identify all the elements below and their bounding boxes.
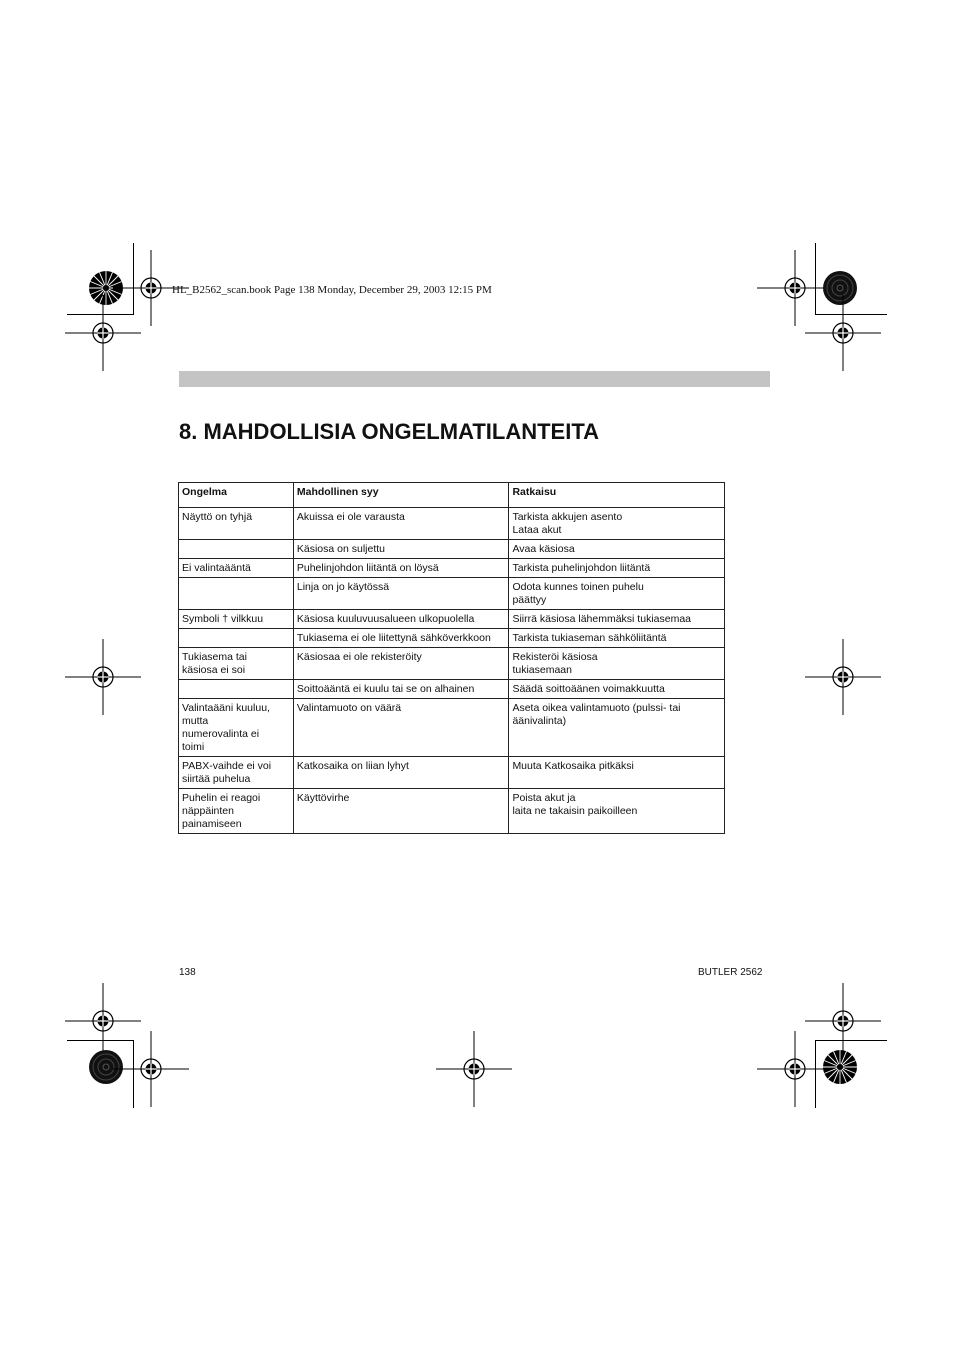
solution-cell: Poista akut ja laita ne takaisin paikoilleen — [509, 789, 725, 834]
solution-cell: Tarkista tukiaseman sähköliitäntä — [509, 629, 725, 648]
table-row — [179, 629, 725, 648]
solution-cell: Aseta oikea valintamuoto (pulssi- tai äänivalinta) — [509, 699, 725, 757]
column-header-cause: Mahdollinen syy — [293, 483, 509, 508]
problem-cell: Näyttö on tyhjä — [179, 508, 294, 540]
file-info-header: HL_B2562_scan.book Page 138 Monday, December 29, 2003 12:15 PM — [172, 284, 492, 296]
table-row — [179, 559, 725, 578]
section-divider-bar — [179, 371, 770, 387]
solution-cell: Odota kunnes toinen puhelu päättyy — [509, 578, 725, 610]
cause-cell: Käsiosaa ei ole rekisteröity — [293, 648, 509, 680]
solution-cell: Säädä soittoäänen voimakkuutta — [509, 680, 725, 699]
table-row — [179, 648, 725, 680]
problem-cell: PABX-vaihde ei voi siirtää puhelua — [179, 757, 294, 789]
solution-cell: Muuta Katkosaika pitkäksi — [509, 757, 725, 789]
solution-cell: Tarkista akkujen asento Lataa akut — [509, 508, 725, 540]
solution-cell: Siirrä käsiosa lähemmäksi tukiasemaa — [509, 610, 725, 629]
problem-cell — [179, 680, 294, 699]
problem-cell: Ei valintaääntä — [179, 559, 294, 578]
problem-cell: Valintaääni kuuluu, mutta numerovalinta ei toimi — [179, 699, 294, 757]
product-name: BUTLER 2562 — [698, 967, 763, 978]
table-row — [179, 508, 725, 540]
cause-cell: Soittoääntä ei kuulu tai se on alhainen — [293, 680, 509, 699]
cause-cell: Katkosaika on liian lyhyt — [293, 757, 509, 789]
solution-cell: Tarkista puhelinjohdon liitäntä — [509, 559, 725, 578]
cause-cell: Tukiasema ei ole liitettynä sähköverkkoon — [293, 629, 509, 648]
cause-cell: Valintamuoto on väärä — [293, 699, 509, 757]
column-header-problem: Ongelma — [179, 483, 294, 508]
cause-cell: Puhelinjohdon liitäntä on löysä — [293, 559, 509, 578]
troubleshooting-table — [178, 482, 725, 834]
problem-cell: Symboli † vilkkuu — [179, 610, 294, 629]
cause-cell: Käsiosa kuuluvuusalueen ulkopuolella — [293, 610, 509, 629]
table-row — [179, 540, 725, 559]
solution-cell: Rekisteröi käsiosa tukiasemaan — [509, 648, 725, 680]
table-row — [179, 610, 725, 629]
problem-cell — [179, 629, 294, 648]
table-header-row — [179, 483, 725, 508]
cause-cell: Käyttövirhe — [293, 789, 509, 834]
table-row — [179, 699, 725, 757]
table-row — [179, 578, 725, 610]
cause-cell: Linja on jo käytössä — [293, 578, 509, 610]
solution-cell: Avaa käsiosa — [509, 540, 725, 559]
problem-cell — [179, 578, 294, 610]
page-number: 138 — [179, 967, 196, 978]
problem-cell — [179, 540, 294, 559]
cause-cell: Akuissa ei ole varausta — [293, 508, 509, 540]
table-row — [179, 757, 725, 789]
problem-cell: Tukiasema tai käsiosa ei soi — [179, 648, 294, 680]
column-header-solution: Ratkaisu — [509, 483, 725, 508]
table-row — [179, 680, 725, 699]
cause-cell: Käsiosa on suljettu — [293, 540, 509, 559]
problem-cell: Puhelin ei reagoi näppäinten painamiseen — [179, 789, 294, 834]
table-row — [179, 789, 725, 834]
section-title: 8. MAHDOLLISIA ONGELMATILANTEITA — [179, 419, 600, 444]
